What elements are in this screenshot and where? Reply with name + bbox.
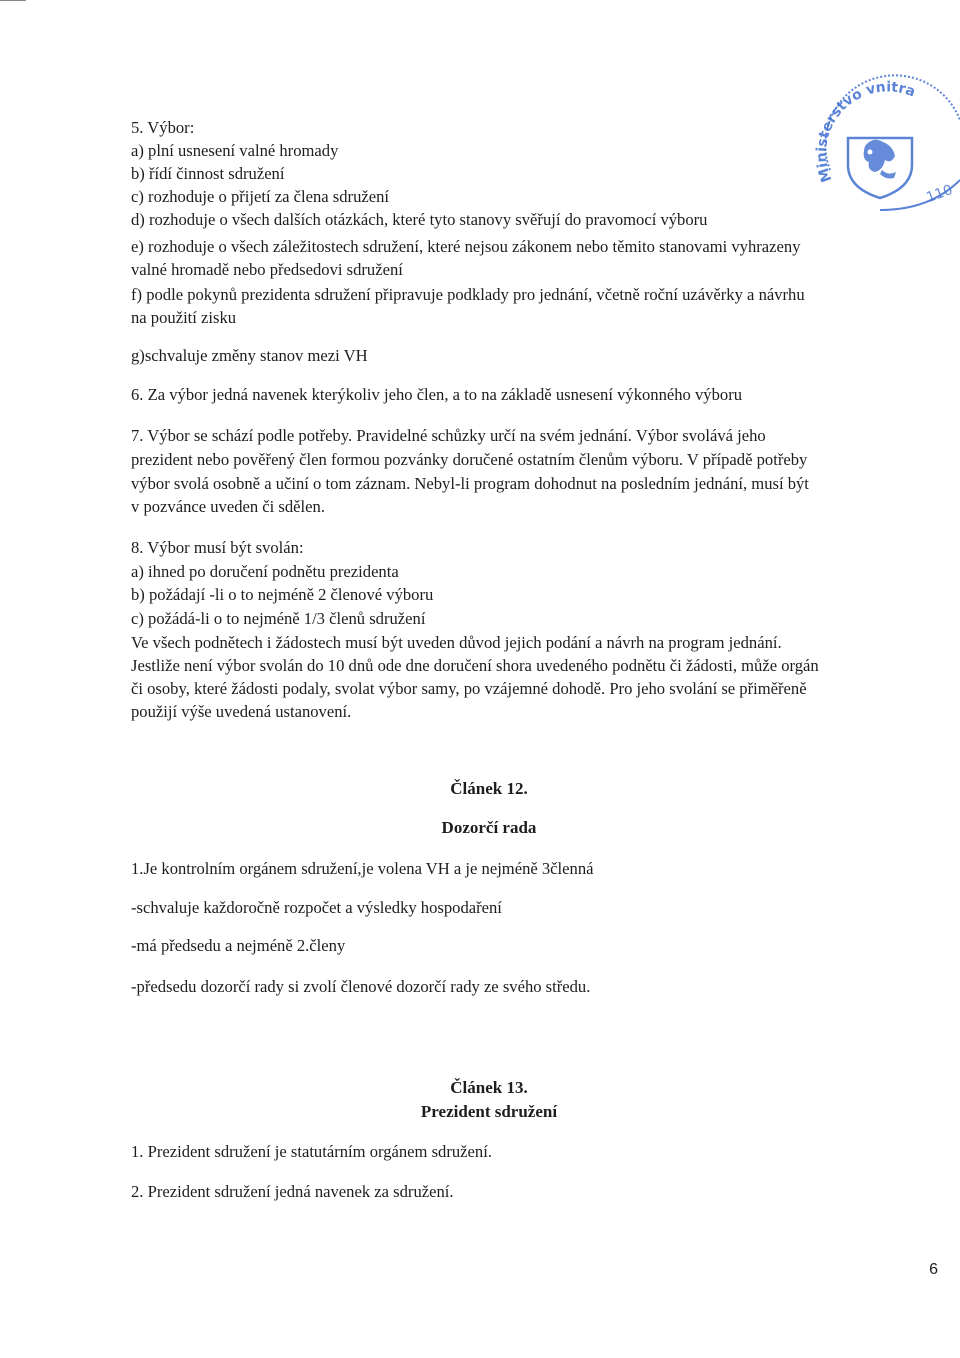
section5-item-e-cont: valné hromadě nebo předsedovi sdružení xyxy=(131,260,403,279)
article13-item-2: 2. Prezident sdružení jedná navenek za sdružení. xyxy=(131,1182,454,1201)
section5-item-c: c) rozhoduje o přijetí za člena sdružení xyxy=(131,187,390,206)
section5-item-f-cont: na použití zisku xyxy=(131,308,237,327)
section8-heading: 8. Výbor musí být svolán: xyxy=(131,538,304,557)
lion-emblem-icon xyxy=(864,140,896,179)
section6-text: 6. Za výbor jedná navenek kterýkoliv jeho člen, a to na základě usnesení výkonného výboru xyxy=(131,385,743,404)
page-number: 6 xyxy=(929,1261,938,1278)
section7-line-4: v pozvánce uveden či sdělen. xyxy=(131,497,325,516)
article12-number: Článek 12. xyxy=(450,779,528,798)
svg-text:Ministerstvo vnitra xyxy=(814,79,918,184)
section7-line-1: 7. Výbor se schází podle potřeby. Pravidelné schůzky určí na svém jednání. Výbor svolává jeho xyxy=(131,426,766,445)
section5-item-e: e) rozhoduje o všech záležitostech sdružení, které nejsou zákonem nebo těmito stanovami vyhrazeny xyxy=(131,237,801,256)
section7-line-2: prezident nebo pověřený člen formou pozvánky doručené ostatním členům výboru. V případě potřeby xyxy=(131,450,808,469)
section5-item-a: a) plní usnesení valné hromady xyxy=(131,141,339,160)
article12-item-4: -předsedu dozorčí rady si zvolí členové dozorčí rady ze svého středu. xyxy=(131,977,591,996)
section7-line-3: výbor svolá osobně a učiní o tom záznam. Nebyl-li program dohodnut na posledním jednání, musí být xyxy=(131,474,809,493)
section8-item-a: a) ihned po doručení podnětu prezidenta xyxy=(131,562,399,581)
section8-para-line-4: použijí výše uvedená ustanovení. xyxy=(131,702,352,721)
section5-item-f: f) podle pokynů prezidenta sdružení připravuje podklady pro jednání, včetně roční uzávěrky a návrhu xyxy=(131,285,805,304)
section5-item-d: d) rozhoduje o všech dalších otázkách, které tyto stanovy svěřují do pravomocí výboru xyxy=(131,210,708,229)
section8-item-c: c) požádá-li o to nejméně 1/3 členů sdružení xyxy=(131,609,426,628)
article12-title: Dozorčí rada xyxy=(441,818,537,837)
stamp-number: 110 xyxy=(924,181,955,207)
article12-item-2: -schvaluje každoročně rozpočet a výsledky hospodaření xyxy=(131,898,502,917)
scan-edge-mark xyxy=(0,0,26,1)
section8-para-line-1: Ve všech podnětech i žádostech musí být uveden důvod jejich podání a návrh na program jednání. xyxy=(131,633,782,652)
article13-title: Prezident sdružení xyxy=(420,1102,558,1121)
article13-item-1: 1. Prezident sdružení je statutárním orgánem sdružení. xyxy=(131,1142,492,1161)
article12-item-1: 1.Je kontrolním orgánem sdružení,je volena VH a je nejméně 3členná xyxy=(131,859,594,878)
section8-item-b: b) požádají -li o to nejméně 2 členové výboru xyxy=(131,585,434,604)
section5-heading: 5. Výbor: xyxy=(131,118,195,137)
stamp-text: Ministerstvo vnitra xyxy=(813,79,918,185)
ministry-stamp xyxy=(810,60,960,218)
section5-item-g: g)schvaluje změny stanov mezi VH xyxy=(131,346,368,365)
section8-para-line-3: či osoby, které žádosti podaly, svolat výbor samy, po vzájemné dohodě. Pro jeho svolání se přiměřeně xyxy=(131,679,807,698)
article13-number: Článek 13. xyxy=(450,1078,528,1097)
section8-para-line-2: Jestliže není výbor svolán do 10 dnů ode dne doručení shora uvedeného podnětu či žádosti, může orgán xyxy=(131,656,819,675)
section5-item-b: b) řídí činnost sdružení xyxy=(131,164,285,183)
article12-item-3: -má předsedu a nejméně 2.členy xyxy=(131,936,346,955)
